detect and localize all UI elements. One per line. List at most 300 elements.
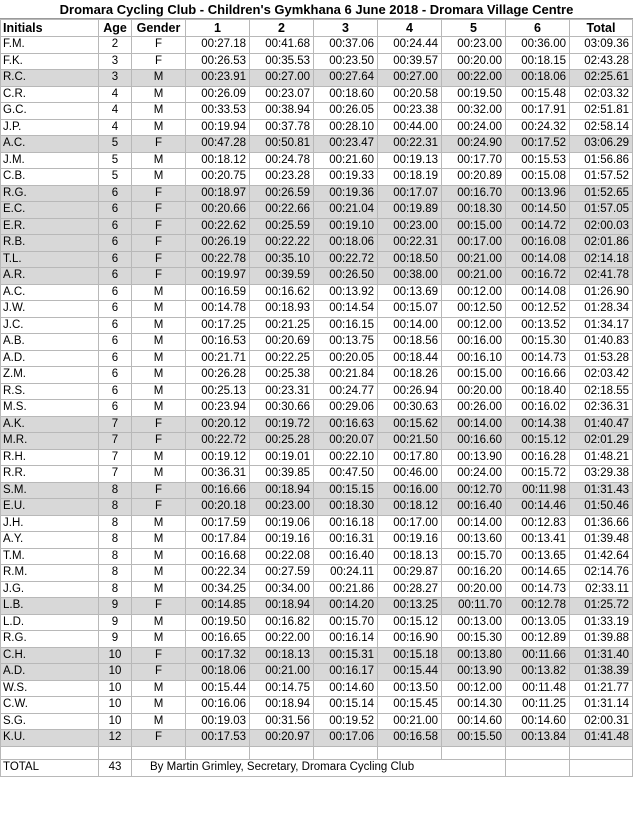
cell-gender: M <box>132 581 186 598</box>
cell-run-1: 00:17.84 <box>186 532 250 549</box>
cell-run-2: 00:18.94 <box>250 598 314 615</box>
cell-age: 10 <box>99 680 132 697</box>
cell-gender: M <box>132 169 186 186</box>
cell-age: 8 <box>99 532 132 549</box>
cell-run-4: 00:15.12 <box>378 614 442 631</box>
cell-total: 01:41.48 <box>570 730 633 747</box>
cell-run-6: 00:11.66 <box>506 647 570 664</box>
table-row <box>1 284 633 301</box>
cell-run-6: 00:15.12 <box>506 433 570 450</box>
cell-total: 01:31.43 <box>570 482 633 499</box>
cell-age: 4 <box>99 103 132 120</box>
cell-run-5: 00:20.00 <box>442 383 506 400</box>
cell-run-6: 00:15.72 <box>506 466 570 483</box>
cell-total: 01:57.52 <box>570 169 633 186</box>
results-table <box>0 19 633 777</box>
table-row <box>1 152 633 169</box>
cell-run-2: 00:25.38 <box>250 367 314 384</box>
cell-run-6: 00:14.72 <box>506 218 570 235</box>
cell-gender: M <box>132 103 186 120</box>
cell-initials: M.S. <box>1 400 99 417</box>
cell-run-5: 00:12.00 <box>442 680 506 697</box>
cell-run-6: 00:13.41 <box>506 532 570 549</box>
cell-run-2: 00:21.25 <box>250 317 314 334</box>
cell-run-1: 00:18.06 <box>186 664 250 681</box>
cell-initials: J.W. <box>1 301 99 318</box>
cell-run-4: 00:18.56 <box>378 334 442 351</box>
cell-run-2: 00:21.00 <box>250 664 314 681</box>
cell-run-3: 00:19.33 <box>314 169 378 186</box>
cell-run-5: 00:13.90 <box>442 664 506 681</box>
cell-run-5: 00:18.30 <box>442 202 506 219</box>
cell-run-4: 00:22.31 <box>378 235 442 252</box>
cell-run-1: 00:16.53 <box>186 334 250 351</box>
cell-run-4: 00:30.63 <box>378 400 442 417</box>
cell-run-2: 00:16.82 <box>250 614 314 631</box>
cell-run-5: 00:12.50 <box>442 301 506 318</box>
cell-run-1: 00:17.59 <box>186 515 250 532</box>
cell-run-6: 00:16.28 <box>506 449 570 466</box>
cell-run-5: 00:17.00 <box>442 235 506 252</box>
cell-run-2: 00:22.66 <box>250 202 314 219</box>
cell-run-4: 00:23.00 <box>378 218 442 235</box>
cell-gender: M <box>132 515 186 532</box>
cell-age: 8 <box>99 548 132 565</box>
cell-run-3: 00:16.18 <box>314 515 378 532</box>
cell-run-5: 00:13.00 <box>442 614 506 631</box>
cell-run-3: 00:27.64 <box>314 70 378 87</box>
cell-run-5: 00:19.50 <box>442 86 506 103</box>
cell-gender: M <box>132 301 186 318</box>
cell-total: 02:01.29 <box>570 433 633 450</box>
cell-run-1: 00:16.65 <box>186 631 250 648</box>
cell-age: 6 <box>99 268 132 285</box>
cell-total: 01:34.17 <box>570 317 633 334</box>
table-row <box>1 614 633 631</box>
cell-run-5: 00:12.00 <box>442 284 506 301</box>
cell-gender: F <box>132 136 186 153</box>
table-row <box>1 730 633 747</box>
cell-run-3: 00:18.06 <box>314 235 378 252</box>
cell-run-2: 00:18.94 <box>250 482 314 499</box>
table-row <box>1 301 633 318</box>
cell-run-3: 00:23.47 <box>314 136 378 153</box>
footer-row <box>1 759 633 776</box>
cell-run-5: 00:24.00 <box>442 119 506 136</box>
cell-run-4: 00:15.07 <box>378 301 442 318</box>
cell-age: 8 <box>99 565 132 582</box>
cell-run-2: 00:19.72 <box>250 416 314 433</box>
cell-age: 6 <box>99 218 132 235</box>
cell-run-2: 00:22.00 <box>250 631 314 648</box>
cell-run-5: 00:14.00 <box>442 416 506 433</box>
cell-age: 5 <box>99 136 132 153</box>
cell-initials: Z.M. <box>1 367 99 384</box>
cell-run-3: 00:19.52 <box>314 713 378 730</box>
cell-run-6: 00:13.52 <box>506 317 570 334</box>
cell-age: 9 <box>99 631 132 648</box>
cell-age: 7 <box>99 466 132 483</box>
cell-run-1: 00:19.50 <box>186 614 250 631</box>
cell-run-3: 00:37.06 <box>314 37 378 54</box>
cell-initials: R.B. <box>1 235 99 252</box>
cell-run-4: 00:15.44 <box>378 664 442 681</box>
cell-run-2: 00:30.66 <box>250 400 314 417</box>
cell-run-1: 00:16.06 <box>186 697 250 714</box>
cell-age: 6 <box>99 235 132 252</box>
table-row <box>1 119 633 136</box>
cell-total: 02:58.14 <box>570 119 633 136</box>
cell-run-1: 00:14.78 <box>186 301 250 318</box>
cell-run-2: 00:23.00 <box>250 499 314 516</box>
cell-age: 6 <box>99 202 132 219</box>
cell-run-4: 00:13.69 <box>378 284 442 301</box>
cell-age: 8 <box>99 515 132 532</box>
cell-run-1: 00:18.12 <box>186 152 250 169</box>
cell-run-1: 00:16.68 <box>186 548 250 565</box>
cell-age: 8 <box>99 581 132 598</box>
cell-total: 01:48.21 <box>570 449 633 466</box>
cell-run-1: 00:18.97 <box>186 185 250 202</box>
cell-gender: M <box>132 334 186 351</box>
cell-run-5: 00:22.00 <box>442 70 506 87</box>
cell-run-4: 00:44.00 <box>378 119 442 136</box>
cell-run-4: 00:17.07 <box>378 185 442 202</box>
cell-total: 02:18.55 <box>570 383 633 400</box>
cell-run-3: 00:26.05 <box>314 103 378 120</box>
cell-run-5: 00:21.00 <box>442 251 506 268</box>
cell-run-2: 00:41.68 <box>250 37 314 54</box>
cell-run-6: 00:12.78 <box>506 598 570 615</box>
cell-initials: R.H. <box>1 449 99 466</box>
cell-gender: M <box>132 548 186 565</box>
cell-run-3: 00:21.60 <box>314 152 378 169</box>
cell-run-2: 00:27.00 <box>250 70 314 87</box>
cell-age: 6 <box>99 284 132 301</box>
cell-run-3: 00:14.20 <box>314 598 378 615</box>
cell-run-2: 00:22.22 <box>250 235 314 252</box>
cell-age: 7 <box>99 416 132 433</box>
cell-run-4: 00:15.45 <box>378 697 442 714</box>
cell-total: 02:25.61 <box>570 70 633 87</box>
cell-age: 7 <box>99 449 132 466</box>
cell-run-4: 00:29.87 <box>378 565 442 582</box>
cell-run-5: 00:16.60 <box>442 433 506 450</box>
cell-run-2: 00:19.01 <box>250 449 314 466</box>
cell-run-3: 00:17.06 <box>314 730 378 747</box>
cell-run-3: 00:19.36 <box>314 185 378 202</box>
cell-run-5: 00:32.00 <box>442 103 506 120</box>
cell-gender: M <box>132 713 186 730</box>
cell-run-1: 00:20.66 <box>186 202 250 219</box>
table-row <box>1 103 633 120</box>
cell-run-6: 00:18.06 <box>506 70 570 87</box>
table-row <box>1 598 633 615</box>
cell-run-6: 00:14.60 <box>506 713 570 730</box>
cell-run-1: 00:20.75 <box>186 169 250 186</box>
cell-total: 01:31.14 <box>570 697 633 714</box>
cell-initials: K.U. <box>1 730 99 747</box>
cell-run-5: 00:16.10 <box>442 350 506 367</box>
cell-total: 02:41.78 <box>570 268 633 285</box>
cell-run-5: 00:23.00 <box>442 37 506 54</box>
cell-run-6: 00:12.83 <box>506 515 570 532</box>
cell-run-1: 00:20.18 <box>186 499 250 516</box>
cell-run-2: 00:37.78 <box>250 119 314 136</box>
table-row <box>1 647 633 664</box>
cell-run-6: 00:12.52 <box>506 301 570 318</box>
cell-run-5: 00:13.90 <box>442 449 506 466</box>
cell-total: 02:03.42 <box>570 367 633 384</box>
cell-run-6: 00:16.02 <box>506 400 570 417</box>
table-row <box>1 86 633 103</box>
cell-run-5: 00:14.00 <box>442 515 506 532</box>
cell-run-6: 00:13.65 <box>506 548 570 565</box>
header-run-4: 4 <box>378 20 442 37</box>
cell-initials: A.D. <box>1 664 99 681</box>
cell-run-5: 00:16.20 <box>442 565 506 582</box>
cell-run-5: 00:14.60 <box>442 713 506 730</box>
cell-age: 3 <box>99 70 132 87</box>
cell-run-6: 00:11.98 <box>506 482 570 499</box>
cell-run-2: 00:25.28 <box>250 433 314 450</box>
table-row <box>1 383 633 400</box>
cell-age: 8 <box>99 482 132 499</box>
cell-total: 01:53.28 <box>570 350 633 367</box>
cell-total: 01:50.46 <box>570 499 633 516</box>
table-row <box>1 218 633 235</box>
cell-run-6: 00:14.08 <box>506 284 570 301</box>
cell-gender: F <box>132 37 186 54</box>
cell-run-1: 00:19.03 <box>186 713 250 730</box>
table-row <box>1 334 633 351</box>
cell-run-6: 00:24.32 <box>506 119 570 136</box>
cell-total: 03:09.36 <box>570 37 633 54</box>
cell-run-4: 00:17.80 <box>378 449 442 466</box>
cell-run-6: 00:14.50 <box>506 202 570 219</box>
cell-run-4: 00:26.94 <box>378 383 442 400</box>
cell-run-3: 00:16.31 <box>314 532 378 549</box>
table-row <box>1 482 633 499</box>
cell-run-4: 00:17.00 <box>378 515 442 532</box>
table-row <box>1 251 633 268</box>
cell-run-2: 00:39.59 <box>250 268 314 285</box>
cell-total: 01:40.83 <box>570 334 633 351</box>
cell-run-5: 00:20.00 <box>442 581 506 598</box>
cell-initials: C.B. <box>1 169 99 186</box>
cell-run-4: 00:20.58 <box>378 86 442 103</box>
cell-run-6: 00:13.05 <box>506 614 570 631</box>
cell-initials: A.D. <box>1 350 99 367</box>
cell-run-3: 00:14.60 <box>314 680 378 697</box>
table-row <box>1 185 633 202</box>
cell-run-4: 00:15.62 <box>378 416 442 433</box>
cell-age: 6 <box>99 383 132 400</box>
cell-run-2: 00:27.59 <box>250 565 314 582</box>
cell-gender: M <box>132 680 186 697</box>
cell-total: 02:14.18 <box>570 251 633 268</box>
cell-initials: M.R. <box>1 433 99 450</box>
cell-initials: J.H. <box>1 515 99 532</box>
cell-run-1: 00:17.53 <box>186 730 250 747</box>
cell-run-4: 00:15.18 <box>378 647 442 664</box>
cell-run-2: 00:19.16 <box>250 532 314 549</box>
cell-gender: M <box>132 614 186 631</box>
cell-total: 03:06.29 <box>570 136 633 153</box>
table-row <box>1 581 633 598</box>
table-row <box>1 449 633 466</box>
cell-run-6: 00:15.48 <box>506 86 570 103</box>
cell-total: 02:00.03 <box>570 218 633 235</box>
cell-gender: F <box>132 482 186 499</box>
cell-gender: F <box>132 218 186 235</box>
cell-run-5: 00:20.00 <box>442 53 506 70</box>
cell-initials: S.M. <box>1 482 99 499</box>
cell-run-3: 00:16.63 <box>314 416 378 433</box>
cell-total: 01:38.39 <box>570 664 633 681</box>
cell-initials: G.C. <box>1 103 99 120</box>
cell-run-3: 00:13.92 <box>314 284 378 301</box>
cell-run-5: 00:20.89 <box>442 169 506 186</box>
cell-run-4: 00:19.16 <box>378 532 442 549</box>
footer-body <box>1 746 633 776</box>
cell-run-1: 00:26.19 <box>186 235 250 252</box>
cell-run-4: 00:13.50 <box>378 680 442 697</box>
cell-run-5: 00:12.70 <box>442 482 506 499</box>
cell-run-3: 00:24.77 <box>314 383 378 400</box>
table-row <box>1 532 633 549</box>
cell-run-6: 00:18.15 <box>506 53 570 70</box>
cell-run-2: 00:24.78 <box>250 152 314 169</box>
cell-initials: C.W. <box>1 697 99 714</box>
cell-run-3: 00:22.10 <box>314 449 378 466</box>
cell-run-2: 00:34.00 <box>250 581 314 598</box>
cell-run-6: 00:14.73 <box>506 350 570 367</box>
cell-gender: F <box>132 202 186 219</box>
cell-run-3: 00:16.40 <box>314 548 378 565</box>
cell-run-4: 00:19.13 <box>378 152 442 169</box>
cell-run-2: 00:20.69 <box>250 334 314 351</box>
cell-age: 10 <box>99 647 132 664</box>
cell-run-4: 00:18.13 <box>378 548 442 565</box>
table-row <box>1 697 633 714</box>
cell-run-4: 00:38.00 <box>378 268 442 285</box>
cell-age: 5 <box>99 169 132 186</box>
cell-run-3: 00:21.86 <box>314 581 378 598</box>
cell-run-4: 00:28.27 <box>378 581 442 598</box>
cell-initials: R.M. <box>1 565 99 582</box>
cell-gender: M <box>132 86 186 103</box>
cell-run-4: 00:19.89 <box>378 202 442 219</box>
cell-run-3: 00:18.60 <box>314 86 378 103</box>
results-body <box>1 20 633 747</box>
cell-run-1: 00:33.53 <box>186 103 250 120</box>
cell-run-4: 00:46.00 <box>378 466 442 483</box>
cell-age: 10 <box>99 713 132 730</box>
cell-run-5: 00:14.30 <box>442 697 506 714</box>
table-row <box>1 37 633 54</box>
cell-run-2: 00:26.59 <box>250 185 314 202</box>
cell-run-4: 00:39.57 <box>378 53 442 70</box>
cell-run-5: 00:11.70 <box>442 598 506 615</box>
cell-total: 01:25.72 <box>570 598 633 615</box>
cell-initials: A.Y. <box>1 532 99 549</box>
cell-initials: L.D. <box>1 614 99 631</box>
cell-run-6: 00:16.72 <box>506 268 570 285</box>
cell-run-4: 00:16.90 <box>378 631 442 648</box>
cell-run-3: 00:24.11 <box>314 565 378 582</box>
cell-run-1: 00:20.12 <box>186 416 250 433</box>
cell-gender: M <box>132 119 186 136</box>
cell-initials: L.B. <box>1 598 99 615</box>
cell-gender: M <box>132 152 186 169</box>
cell-run-4: 00:24.44 <box>378 37 442 54</box>
cell-gender: F <box>132 499 186 516</box>
cell-total: 01:42.64 <box>570 548 633 565</box>
footer-credit: By Martin Grimley, Secretary, Dromara Cycling Club <box>132 759 506 776</box>
cell-initials: F.K. <box>1 53 99 70</box>
table-row <box>1 235 633 252</box>
cell-gender: M <box>132 449 186 466</box>
cell-gender: F <box>132 647 186 664</box>
cell-run-5: 00:24.00 <box>442 466 506 483</box>
cell-run-6: 00:16.66 <box>506 367 570 384</box>
cell-run-6: 00:36.00 <box>506 37 570 54</box>
cell-run-2: 00:23.07 <box>250 86 314 103</box>
cell-gender: M <box>132 532 186 549</box>
cell-run-6: 00:13.96 <box>506 185 570 202</box>
cell-initials: J.M. <box>1 152 99 169</box>
cell-run-3: 00:23.50 <box>314 53 378 70</box>
cell-run-2: 00:35.53 <box>250 53 314 70</box>
cell-total: 01:36.66 <box>570 515 633 532</box>
cell-initials: R.G. <box>1 185 99 202</box>
cell-run-6: 00:17.91 <box>506 103 570 120</box>
cell-run-4: 00:23.38 <box>378 103 442 120</box>
cell-run-5: 00:16.00 <box>442 334 506 351</box>
table-row <box>1 53 633 70</box>
cell-age: 6 <box>99 334 132 351</box>
cell-run-6: 00:11.25 <box>506 697 570 714</box>
cell-run-4: 00:16.00 <box>378 482 442 499</box>
cell-run-3: 00:15.14 <box>314 697 378 714</box>
cell-total: 01:31.40 <box>570 647 633 664</box>
cell-total: 01:39.88 <box>570 631 633 648</box>
cell-age: 6 <box>99 400 132 417</box>
cell-run-1: 00:17.25 <box>186 317 250 334</box>
cell-total: 02:00.31 <box>570 713 633 730</box>
table-row <box>1 169 633 186</box>
table-row <box>1 631 633 648</box>
cell-total: 02:14.76 <box>570 565 633 582</box>
table-row <box>1 565 633 582</box>
cell-run-3: 00:16.17 <box>314 664 378 681</box>
cell-run-6: 00:13.82 <box>506 664 570 681</box>
cell-run-4: 00:22.31 <box>378 136 442 153</box>
cell-run-1: 00:19.97 <box>186 268 250 285</box>
table-row <box>1 433 633 450</box>
table-row <box>1 548 633 565</box>
cell-run-3: 00:47.50 <box>314 466 378 483</box>
cell-run-6: 00:13.84 <box>506 730 570 747</box>
cell-run-3: 00:18.30 <box>314 499 378 516</box>
cell-run-3: 00:15.15 <box>314 482 378 499</box>
cell-age: 12 <box>99 730 132 747</box>
cell-initials: R.C. <box>1 70 99 87</box>
cell-run-1: 00:27.18 <box>186 37 250 54</box>
header-row <box>1 20 633 37</box>
cell-run-6: 00:15.30 <box>506 334 570 351</box>
